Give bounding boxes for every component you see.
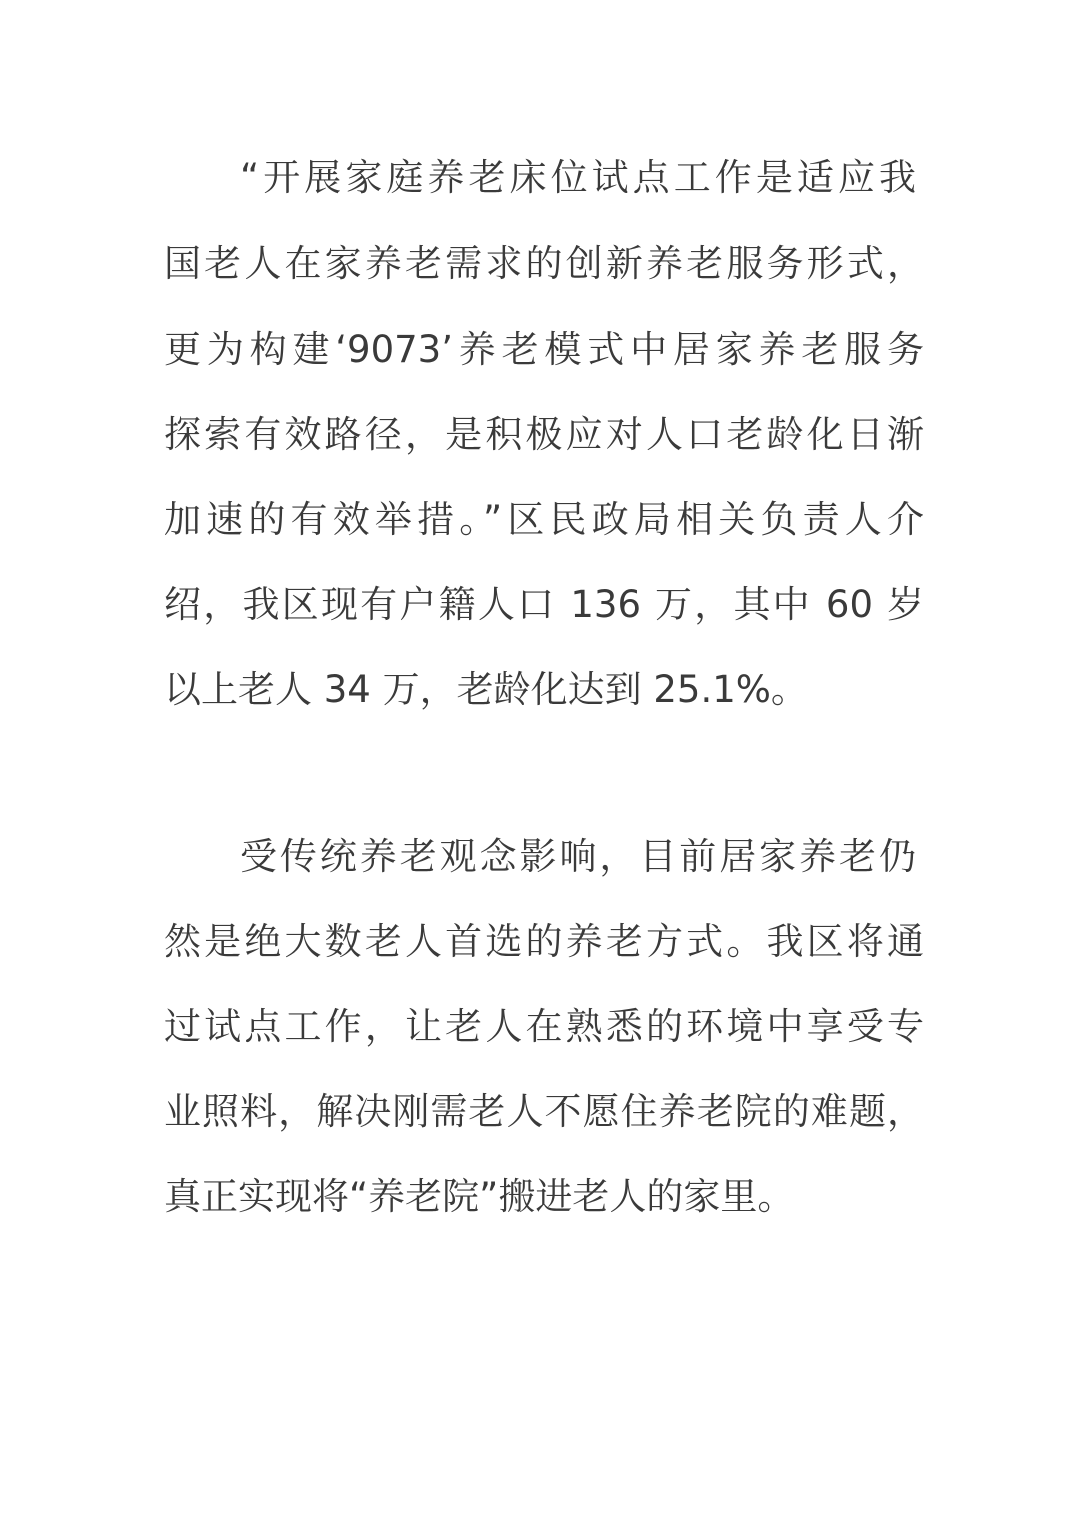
paragraph-1-line-4: 探索有效路径，是积极应对人口老龄化日渐 bbox=[164, 413, 924, 456]
paragraph-2-line-4: 业照料，解决刚需老人不愿住养老院的难题， bbox=[164, 1090, 924, 1133]
paragraph-1-line-7: 以上老人 34 万，老龄化达到 25.1%。 bbox=[164, 668, 808, 711]
paragraph-2-line-1: 受传统养老观念影响，目前居家养老仍 bbox=[240, 835, 916, 878]
paragraph-2-line-2: 然是绝大数老人首选的养老方式。我区将通 bbox=[164, 920, 924, 963]
paragraph-1-line-1: “开展家庭养老床位试点工作是适应我 bbox=[240, 156, 916, 199]
paragraph-2-line-5: 真正实现将“养老院”搬进老人的家里。 bbox=[164, 1175, 795, 1218]
paragraph-1-line-5: 加速的有效举措。”区民政局相关负责人介 bbox=[164, 498, 924, 541]
paragraph-1-line-6: 绍，我区现有户籍人口 136 万，其中 60 岁 bbox=[164, 583, 924, 626]
paragraph-1-line-2: 国老人在家养老需求的创新养老服务形式， bbox=[164, 242, 924, 285]
paragraph-2-line-3: 过试点工作，让老人在熟悉的环境中享受专 bbox=[164, 1005, 924, 1048]
paragraph-1-line-3: 更为构建‘9073’养老模式中居家养老服务 bbox=[164, 328, 924, 371]
